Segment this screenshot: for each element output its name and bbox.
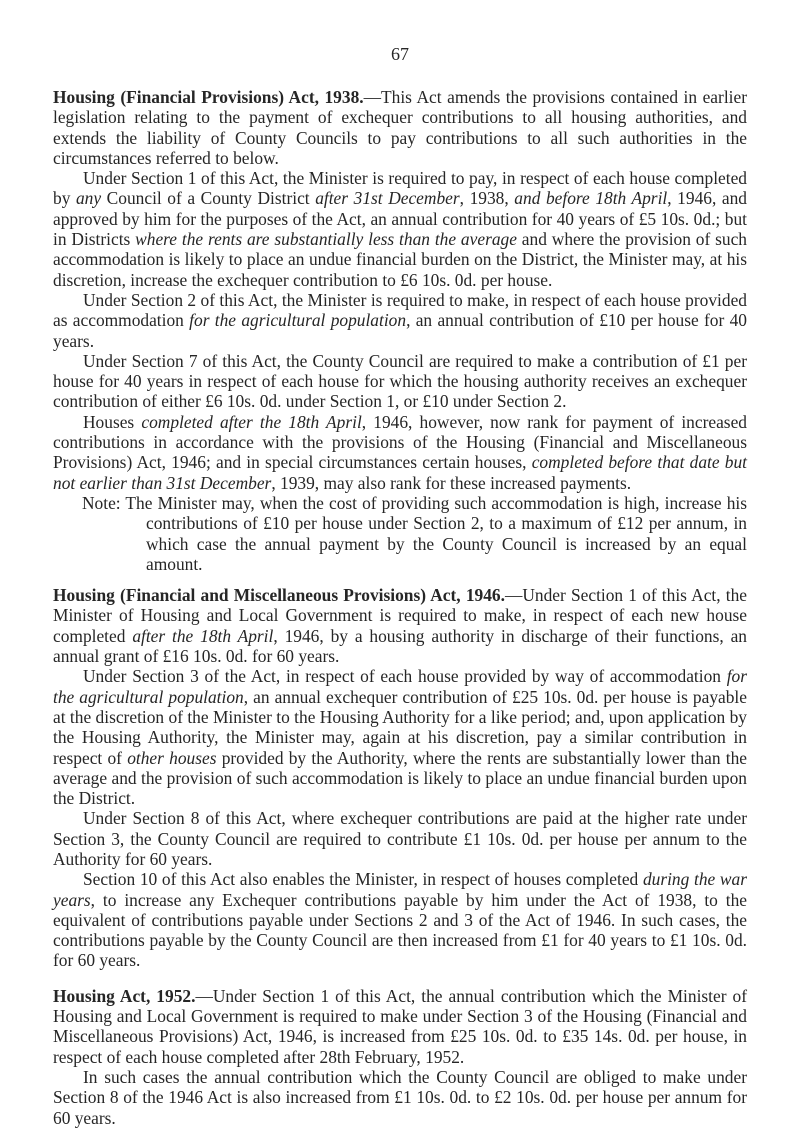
section-1952-intro: Housing Act, 1952.—Under Section 1 of this Act, the annual contribution which the Minister of Housing and Local Government is required to make under Section 3 of the Housing (Financial and Miscellaneous Provisions) Act, 1946, is increased from £25 10s. 0d. to £35 14s. 0d. per house, in respect of each house completed after 28th February, 1952.	[53, 985, 747, 1067]
section-1938-note: Note: The Minister may, when the cost of providing such accommodation is high, increase his contributions of £10 per house under Section 2, to a maximum of £12 per annum, in which case the annual payment by the County Council is increased by an equal amount.	[82, 492, 747, 574]
section-1946-paragraph-section-3: Under Section 3 of the Act, in respect of each house provided by way of accommodation for the agricultural population, an annual exchequer contribution of £25 10s. 0d. per house is payable at the discretion of the Minister to the Housing Authority for a like period; and, upon application by the Housing Authority, the Minister may, again at his discretion, pay a similar contribution in respect of other houses provided by the Authority, where the rents are substantially lower than the average and the provision of such accommodation is likely to place an undue financial burden upon the District.	[53, 666, 747, 809]
section-1938-intro	[53, 87, 747, 168]
section-1946-intro: Housing (Financial and Miscellaneous Provisions) Act, 1946.—Under Section 1 of this Act, the Minister of Housing and Local Government is required to make, in respect of each new house completed after the 18th April, 1946, by a housing authority in discharge of their functions, an annual grant of £16 10s. 0d. for 60 years.	[53, 585, 748, 667]
section-1938-text: —This Act amends the provisions contained in earlier legislation relating to the payment of exchequer contributions to all housing authorities, and extends the liability of County Councils to pay contributions to all such authorities in the circumstances referred to below.	[53, 87, 747, 168]
section-1938-heading: Housing (Financial Provisions) Act, 1938.	[53, 87, 364, 107]
section-1946-paragraph-section-8: Under Section 8 of this Act, where exchequer contributions are paid at the higher rate under Section 3, the County Council are required to contribute £1 10s. 0d. per house per annum to the Authority for 60 years.	[53, 808, 747, 869]
section-1946-paragraph-section-10: Section 10 of this Act also enables the Minister, in respect of houses completed during the war years, to increase any Exchequer contributions payable by him under the Act of 1938, to the equivalent of contributions payable under Sections 2 and 3 of the Act of 1946. In such cases, the contributions payable by the County Council are then increased from £1 for 40 years to £1 10s. 0d. for 60 years.	[53, 869, 747, 971]
section-1938-paragraph-section-7: Under Section 7 of this Act, the County Council are required to make a contribution of £1 per house for 40 years in respect of each house for which the housing authority receives an exchequer contribution of either £6 10s. 0d. under Section 1, or £10 under Section 2.	[53, 350, 747, 412]
page-number: 67	[391, 44, 409, 64]
section-1946-heading: Housing (Financial and Miscellaneous Provisions) Act, 1946.	[53, 585, 505, 606]
section-1952-paragraph-contribution: In such cases the annual contribution which the County Council are obliged to make under Section 8 of the 1946 Act is also increased from £1 10s. 0d. to £2 10s. 0d. per house per annum for 60 years.	[53, 1066, 747, 1128]
section-1938-paragraph-section-2: Under Section 2 of this Act, the Minister is required to make, in respect of each house provided as accommodation for the agricultural population, an annual contribution of £10 per house for 40 years.	[53, 289, 747, 351]
section-1938-paragraph-section-1: Under Section 1 of this Act, the Minister is required to pay, in respect of each house completed by any Council of a County District after 31st December, 1938, and before 18th April, 1946, and approved by him for the purposes of the Act, an annual contribution for 40 years of £5 10s. 0d.; but in Districts where the rents are substantially less than the average and where the provision of such accommodation is likely to place an undue financial burden on the District, the Minister may, at his discretion, increase the exchequer contribution to £6 10s. 0d. per house.	[53, 168, 747, 290]
section-1938-paragraph-houses: Houses completed after the 18th April, 1946, however, now rank for payment of increased contributions in accordance with the provisions of the Housing (Financial and Miscellaneous Provisions) Act, 1946; and in special circumstances certain houses, completed before that date but not earlier than 31st December, 1939, may also rank for these increased payments.	[53, 411, 748, 493]
document-body	[53, 87, 747, 1128]
section-1952-heading: Housing Act, 1952.	[53, 985, 196, 1006]
